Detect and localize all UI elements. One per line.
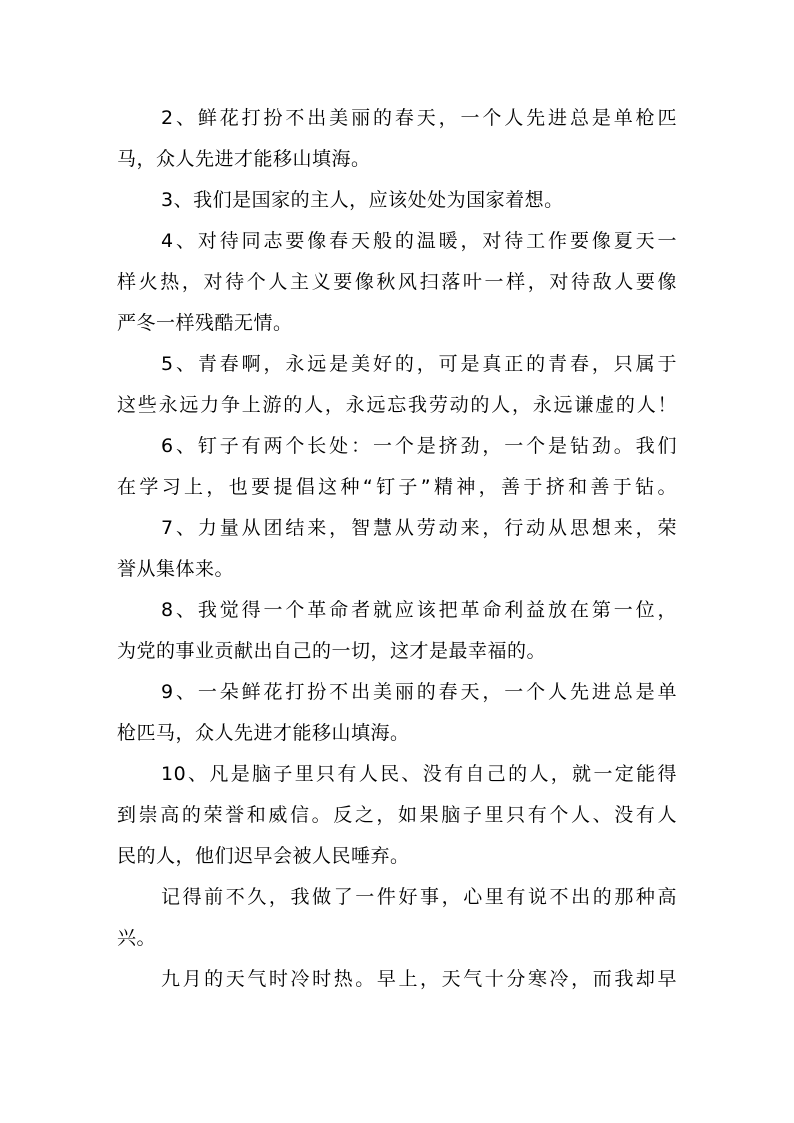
quote-2-paragraph: [117, 98, 677, 180]
paragraph-line: 记得前不久，我做了一件好事，心里有说不出的那种高: [161, 886, 677, 908]
quote-6-paragraph: [117, 426, 677, 508]
paragraph-line: 2、鲜花打扮不出美丽的春天，一个人先进总是单枪匹: [161, 107, 677, 129]
story-paragraph-2: [117, 959, 677, 1000]
quote-5-paragraph: [117, 344, 677, 426]
paragraph-line: 马，众人先进才能移山填海。: [117, 148, 371, 170]
story-paragraph-1: [117, 877, 677, 959]
paragraph-line: 4、对待同志要像春天般的温暖，对待工作要像夏天一: [161, 230, 677, 252]
paragraph-line: 誉从集体来。: [117, 558, 235, 580]
quote-9-paragraph: [117, 672, 677, 754]
paragraph-line: 样火热，对待个人主义要像秋风扫落叶一样，对待敌人要像: [117, 271, 677, 293]
paragraph-line: 枪匹马，众人先进才能移山填海。: [117, 722, 410, 744]
paragraph-line: 3、我们是国家的主人，应该处处为国家着想。: [161, 189, 564, 211]
quote-8-paragraph: [117, 590, 677, 672]
paragraph-line: 到崇高的荣誉和威信。反之，如果脑子里只有个人、没有人: [117, 804, 677, 826]
document-body: [117, 98, 677, 1000]
paragraph-line: 兴。: [117, 927, 157, 949]
paragraph-line: 在学习上，也要提倡这种“钉子”精神，善于挤和善于钻。: [117, 476, 677, 498]
paragraph-line: 5、青春啊，永远是美好的，可是真正的青春，只属于: [161, 353, 677, 375]
quote-3-paragraph: [117, 180, 677, 221]
quote-7-paragraph: [117, 508, 677, 590]
paragraph-line: 民的人，他们迟早会被人民唾弃。: [117, 845, 410, 867]
paragraph-line: 严冬一样残酷无情。: [117, 312, 293, 334]
paragraph-line: 九月的天气时冷时热。早上，天气十分寒冷，而我却早: [161, 968, 677, 990]
paragraph-line: 8、我觉得一个革命者就应该把革命利益放在第一位，: [161, 599, 677, 621]
paragraph-line: 6、钉子有两个长处：一个是挤劲，一个是钻劲。我们: [161, 435, 677, 457]
paragraph-line: 这些永远力争上游的人，永远忘我劳动的人，永远谦虚的人！: [117, 394, 677, 416]
quote-10-paragraph: [117, 754, 677, 877]
quote-4-paragraph: [117, 221, 677, 344]
paragraph-line: 7、力量从团结来，智慧从劳动来，行动从思想来，荣: [161, 517, 677, 539]
paragraph-line: 为党的事业贡献出自己的一切，这才是最幸福的。: [117, 640, 547, 662]
paragraph-line: 9、一朵鲜花打扮不出美丽的春天，一个人先进总是单: [161, 681, 677, 703]
paragraph-line: 10、凡是脑子里只有人民、没有自己的人，就一定能得: [161, 763, 677, 785]
